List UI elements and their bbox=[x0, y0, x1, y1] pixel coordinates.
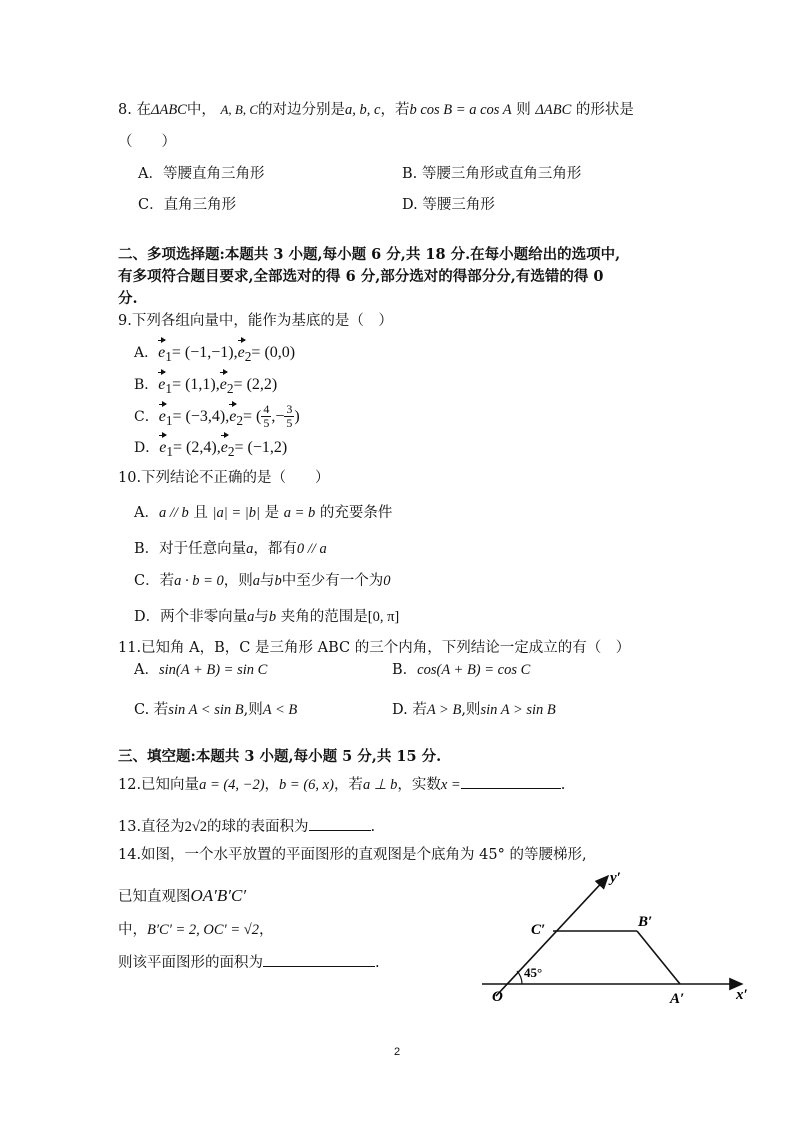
point-c-label: C′ bbox=[531, 922, 546, 938]
section3-title: 三、填空题:本题共 3 小题,每小题 5 分,共 15 分. bbox=[118, 748, 442, 765]
q8-option-a: A．等腰直角三角形 bbox=[138, 166, 265, 182]
q8-option-c: C．直角三角形 bbox=[138, 197, 237, 213]
q11-option-d: D. 若A > B,则sin A > sin B bbox=[392, 702, 556, 718]
q14-answer-blank[interactable] bbox=[263, 952, 375, 967]
origin-label: O bbox=[492, 989, 503, 1005]
q12-text: 12.已知向量a = (4, −2)，b = (6, x)，若a ⊥ b，实数x = . bbox=[118, 774, 565, 795]
q11-option-b: B．cos(A + B) = cos C bbox=[392, 662, 531, 678]
q11-option-c: C. 若sin A < sin B,则A < B bbox=[134, 702, 298, 718]
q14-line4: 则该平面图形的面积为 . bbox=[118, 952, 380, 973]
section2-line3: 分. bbox=[118, 290, 138, 307]
q9-stem: 9.下列各组向量中，能作为基底的是（ ） bbox=[118, 313, 393, 329]
trapezoid-figure bbox=[470, 862, 770, 1012]
q14-line1: 14.如图，一个水平放置的平面图形的直观图是个底角为 45° 的等腰梯形, bbox=[118, 847, 587, 863]
q9-option-a: A．$e_1= (-1,-1),e_2= (0,0)$ bbox=[134, 344, 296, 365]
angle-label: 45° bbox=[524, 965, 543, 980]
q9-option-b: B．$e_1= (1,1),e_2= (2,2)$ bbox=[134, 376, 278, 397]
q12-answer-blank[interactable] bbox=[461, 774, 561, 789]
point-a-label: A′ bbox=[670, 991, 685, 1007]
y-axis bbox=[496, 876, 608, 996]
q10-option-b: B．对于任意向量a，都有0 // a bbox=[134, 541, 327, 557]
section2-line1: 二、多项选择题:本题共 3 小题,每小题 6 分,共 18 分.在每小题给出的选项中, bbox=[118, 246, 621, 263]
q9-option-d: D．$e_1= (2,4),e_2= (-1,2)$ bbox=[134, 439, 288, 460]
q10-option-d: D．两个非零向量a与b 夹角的范围是[0, π] bbox=[134, 609, 400, 625]
x-axis-label: x′ bbox=[736, 987, 748, 1003]
q10-option-c: C．若a · b = 0，则a与b中至少有一个为0 bbox=[134, 573, 391, 589]
q8-option-d: D. 等腰三角形 bbox=[402, 197, 495, 213]
q11-option-a: A．sin(A + B) = sin C bbox=[134, 662, 268, 678]
q9-option-c: C．$e_1= (-3,4),e_2=$ ( $\frac{4}{5}$ ,− $\frac{3}{5}$ ) bbox=[134, 402, 300, 430]
q14-line3: 中，B′C′ = 2, OC′ = √2， bbox=[118, 922, 274, 938]
q11-stem: 11.已知角 A，B，C 是三角形 ABC 的三个内角，下列结论一定成立的有（ ） bbox=[118, 640, 631, 656]
q10-option-a: A．a // b 且 |a| = |b| 是 a = b 的充要条件 bbox=[134, 505, 393, 521]
q8-option-b: B. 等腰三角形或直角三角形 bbox=[402, 166, 582, 182]
q13-answer-blank[interactable] bbox=[309, 816, 371, 831]
q10-stem: 10.下列结论不正确的是（ ） bbox=[118, 470, 330, 486]
q8-paren: （ ） bbox=[118, 134, 176, 150]
y-axis-label: y′ bbox=[610, 870, 621, 886]
q14-line2: 已知直观图OA′B′C′ bbox=[118, 886, 247, 905]
edge-a-b bbox=[637, 931, 680, 984]
q8-stem: 8. 在ΔABC中， A, B, C的对边分别是a, b, c，若b cos B = a cos A 则 ΔABC 的形状是 bbox=[118, 102, 634, 118]
q13-text: 13.直径为2√2的球的表面积为 . bbox=[118, 816, 375, 837]
page-number: 2 bbox=[394, 1046, 401, 1058]
point-b-label: B′ bbox=[638, 914, 653, 930]
section2-line2: 有多项符合题目要求,全部选对的得 6 分,部分选对的得部分分,有选错的得 0 bbox=[118, 268, 604, 285]
